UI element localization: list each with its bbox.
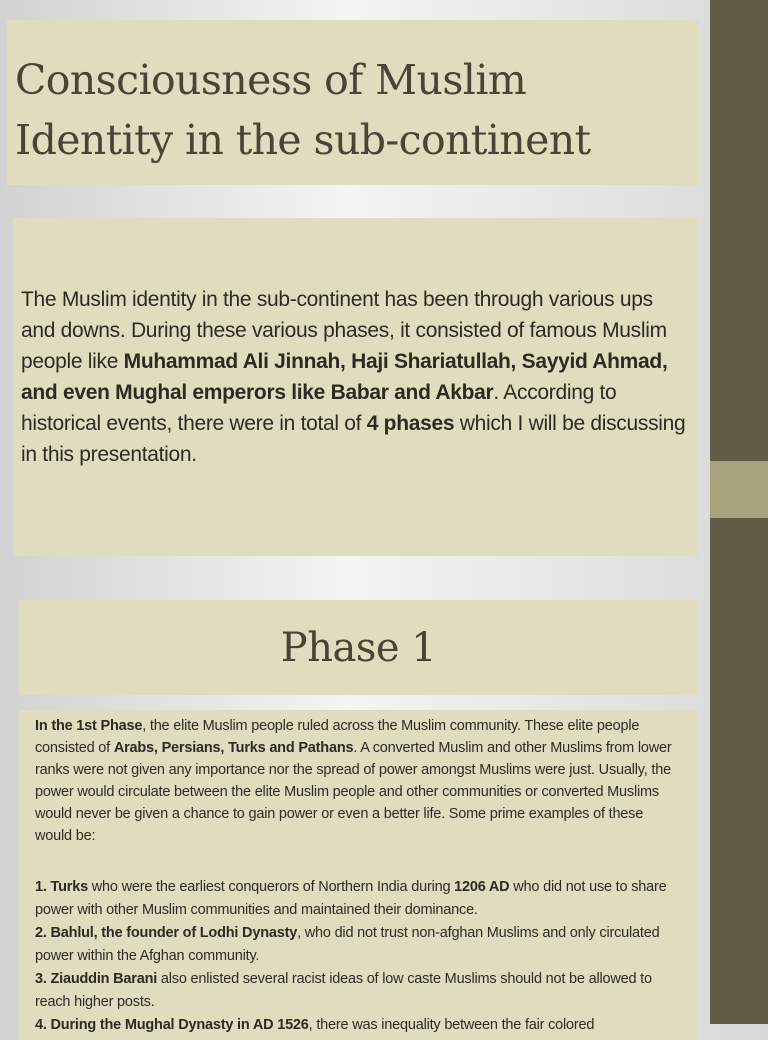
intro-text-2: . According to historical events, there were in total of — [21, 381, 617, 435]
list-item-bold: 3. Ziauddin Barani — [35, 971, 158, 987]
list-item-bold: 4. During the Mughal Dynasty in AD 1526 — [35, 1017, 309, 1033]
list-item-text: , who did not trust non-afghan Muslims and only circulated power within the Afghan community. — [35, 925, 660, 964]
list-item-bold: 2. Bahlul, the founder of Lodhi Dynasty — [35, 925, 298, 941]
list-item-bold: 1. Turks — [35, 879, 88, 895]
intro-bold-names: Muhammad Ali Jinnah, Haji Shariatullah, Sayyid Ahmad, and even Mughal emperors like Babar and Akbar — [21, 350, 668, 404]
list-item — [35, 876, 682, 921]
list-item-text: who did not use to share power with other Muslim communities and maintained their dominance. — [35, 879, 667, 918]
title-panel — [7, 20, 699, 185]
title-line-1: Consciousness of Muslim — [15, 56, 527, 104]
phase-body-panel — [19, 710, 698, 1040]
phase-paragraph-text-2: . A converted Muslim and other Muslims from lower ranks were not given any importance nor the spread of power amongst Muslims were just. Usually, the power would circulate between the elite Muslim people and other communities or converted Muslims would never be given a chance to gain power or even a better life. Some prime examples of these would be: — [35, 740, 672, 844]
title-line-2: Identity in the sub-continent — [15, 116, 591, 164]
intro-bold-phases: 4 phases — [366, 412, 455, 435]
list-item — [35, 922, 682, 967]
phase-heading-panel — [19, 600, 698, 695]
sidebar-accent-block — [710, 461, 768, 518]
list-item — [35, 1014, 682, 1037]
examples-list — [35, 876, 682, 1037]
phase-paragraph-bold-1: In the 1st Phase — [35, 718, 143, 734]
list-item — [35, 968, 682, 1013]
list-item-text: who were the earliest conquerors of Northern India during — [87, 879, 455, 895]
phase-heading: Phase 1 — [280, 625, 437, 671]
phase-paragraph — [35, 715, 682, 847]
phase-paragraph-bold-2: Arabs, Persians, Turks and Pathans — [113, 740, 354, 756]
intro-text-1: The Muslim identity in the sub-continent has been through various ups and downs. During these various phases, it consisted of famous Muslim people like — [21, 288, 667, 373]
page-title — [15, 50, 699, 170]
phase-paragraph-text-1: , the elite Muslim people ruled across the Muslim community. These elite people consisted of — [35, 718, 640, 756]
intro-panel — [13, 218, 698, 556]
list-item-text: , there was inequality between the fair colored — [308, 1017, 595, 1033]
list-item-bold: 1206 AD — [454, 879, 510, 895]
intro-paragraph — [21, 284, 690, 470]
list-item-text: also enlisted several racist ideas of low caste Muslims should not be allowed to reach higher posts. — [35, 971, 652, 1010]
intro-text-3: which I will be discussing in this presentation. — [21, 412, 686, 466]
